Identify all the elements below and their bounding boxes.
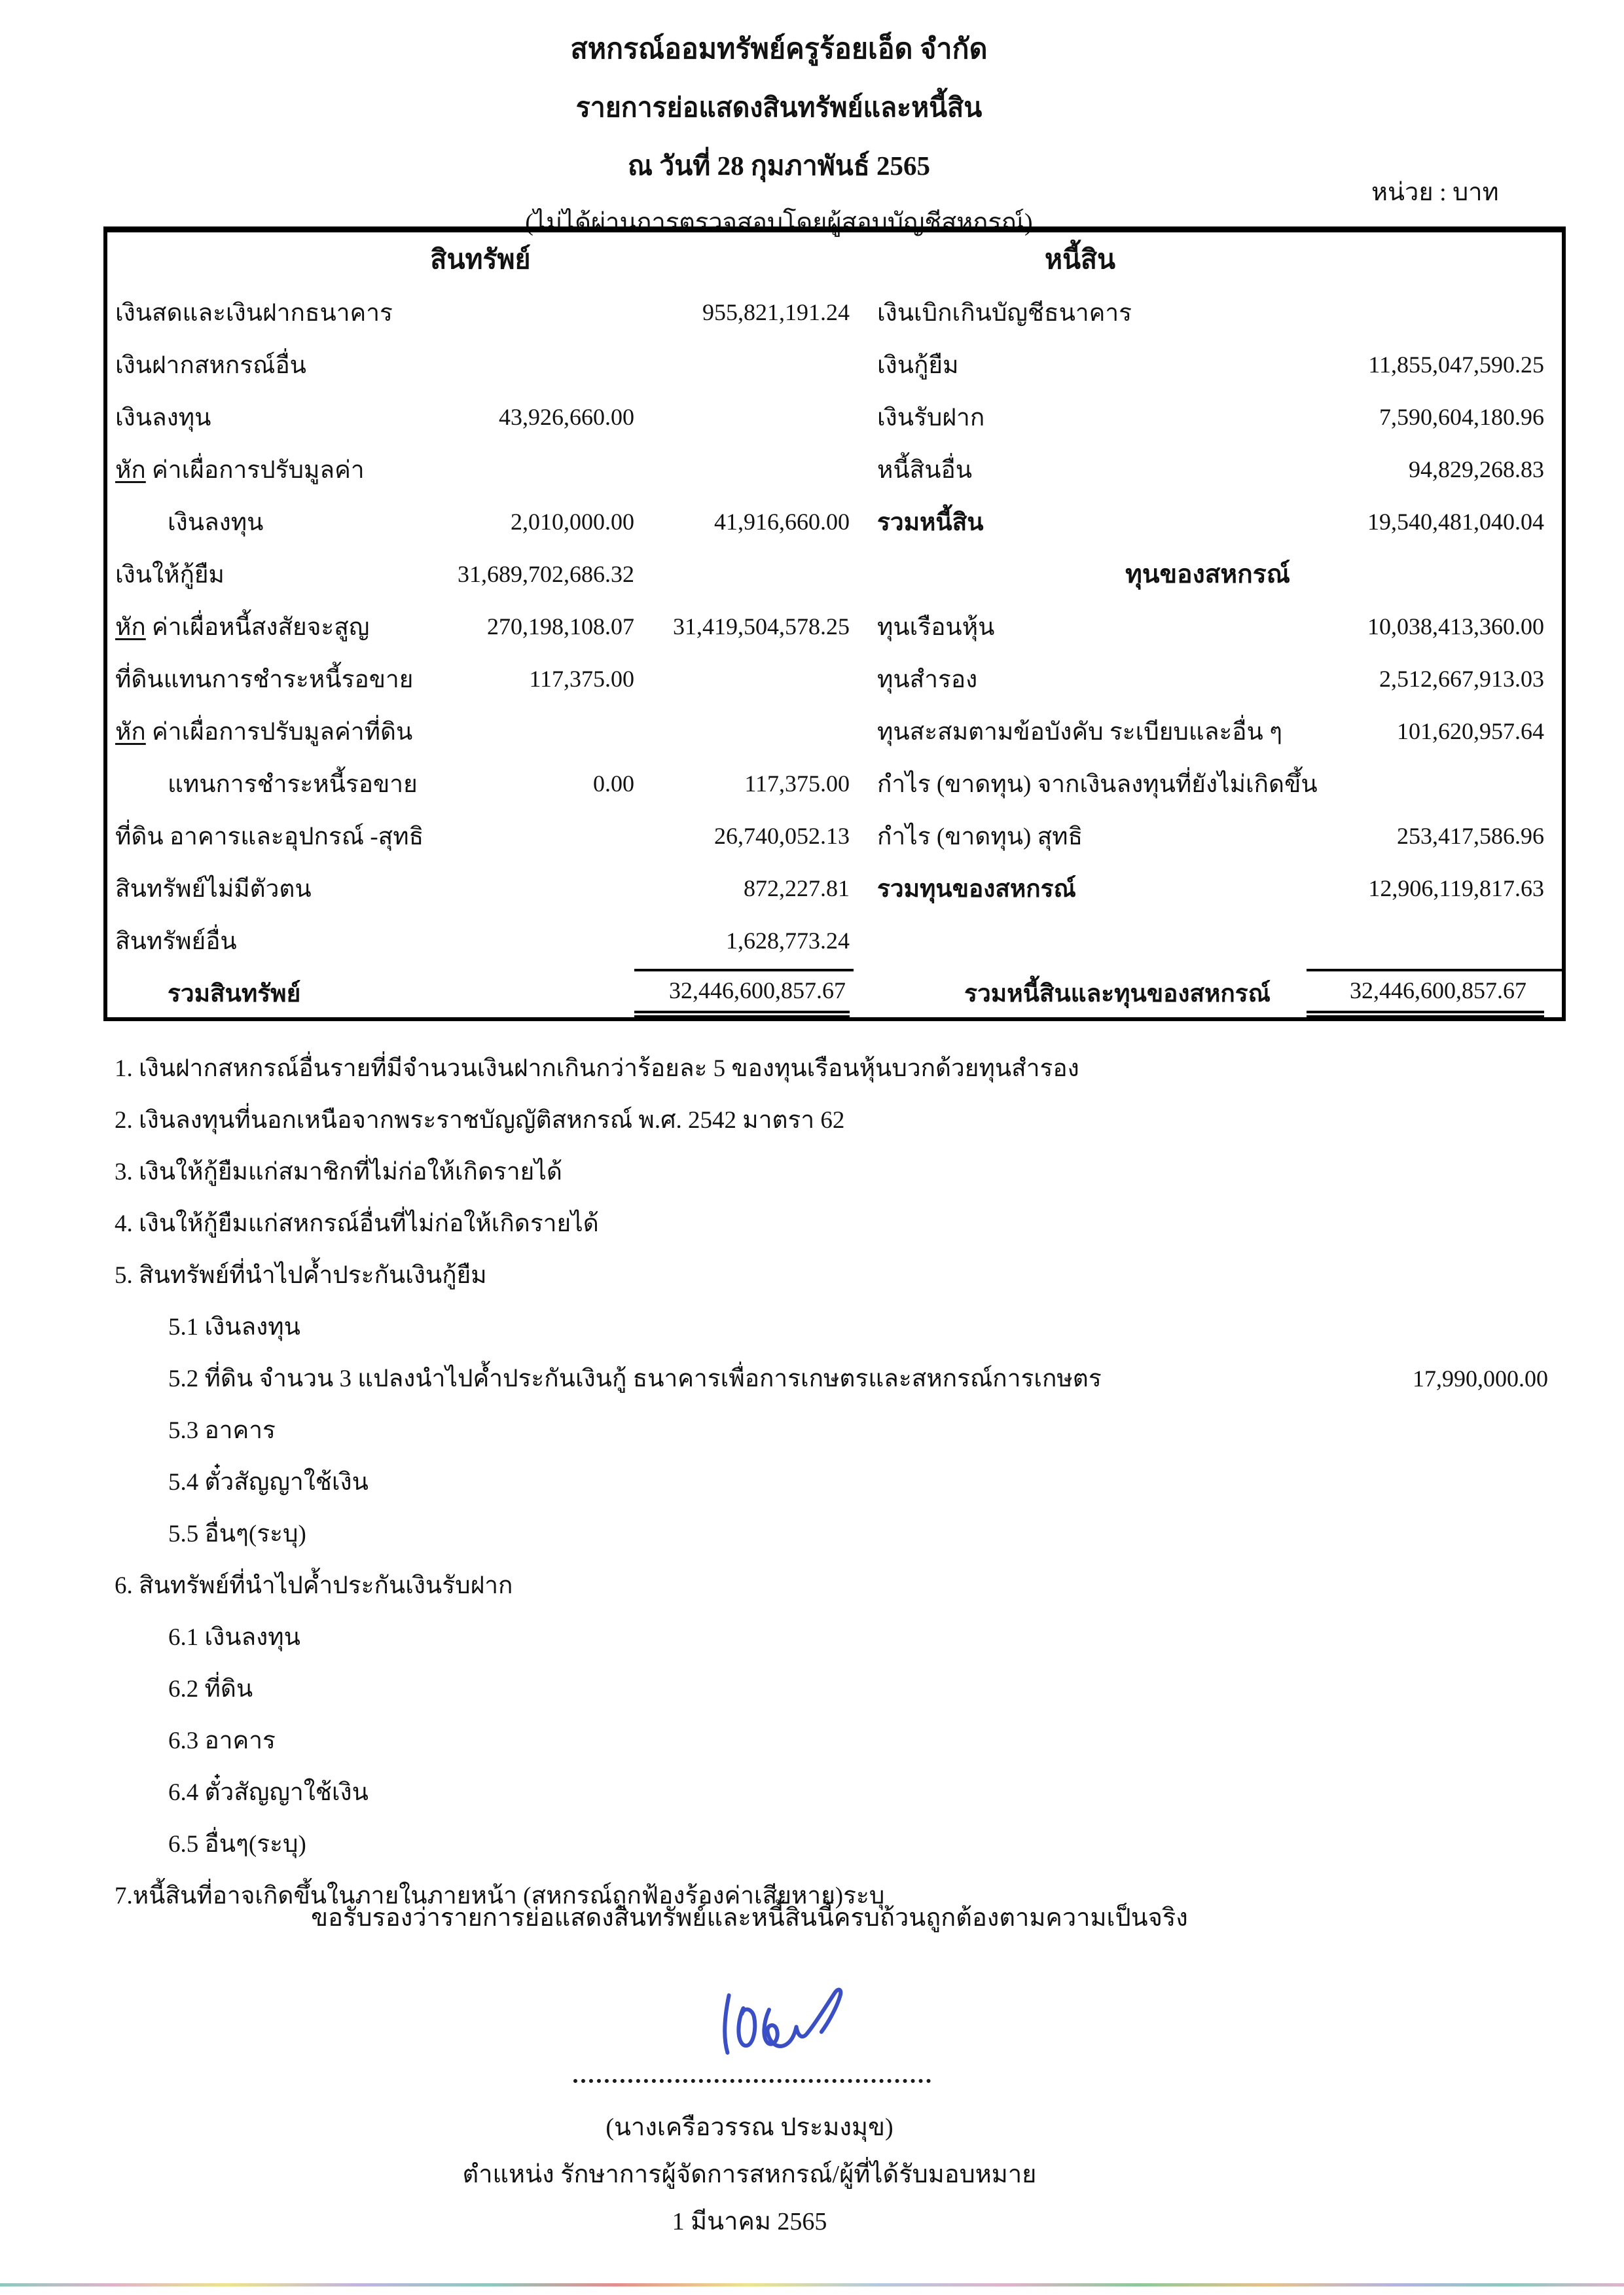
liability-row-bank-overdraft: เงินเบิกเกินบัญชีธนาคาร	[877, 299, 1132, 327]
unit-label: หน่วย : บาท	[1371, 179, 1499, 206]
report-title: รายการย่อแสดงสินทรัพย์และหนี้สิน	[575, 92, 983, 122]
capital-total-row	[854, 862, 1562, 914]
capital-total-label: รวมทุนของสหกรณ์	[877, 875, 1076, 903]
asset-row-loans-receivable: เงินให้กู้ยืม 31,689,702,686.32	[115, 561, 634, 588]
capital-section-heading: ทุนของสหกรณ์	[1125, 560, 1290, 588]
liability-row-other-liabilities: หนี้สินอื่น 94,829,268.83	[877, 456, 1544, 484]
note-5-2: 5.2 ที่ดิน จำนวน 3 แปลงนำไปค้ำประกันเงินกู้ ธนาคารเพื่อการเกษตรและสหกรณ์การเกษตร 17,990,000.00	[168, 1365, 1548, 1392]
note-4: 4. เงินให้กู้ยืมแก่สหกรณ์อื่นที่ไม่ก่อให้เกิดรายได้	[115, 1210, 599, 1237]
liabilities-heading: หนี้สิน	[1044, 244, 1116, 274]
capital-total-value: 12,906,119,817.63	[1368, 875, 1544, 901]
signature-date: 1 มีนาคม 2565	[672, 2208, 827, 2235]
note-5-3: 5.3 อาคาร	[168, 1417, 276, 1444]
liabilities-total-row	[854, 496, 1562, 548]
liabilities-total-value: 19,540,481,040.04	[1367, 509, 1544, 535]
asset-row-intangible-assets: สินทรัพย์ไม่มีตัวตน 872,227.81	[115, 875, 850, 903]
grand-total-value: 32,446,600,857.67	[1307, 969, 1562, 1018]
liability-row-borrowings: เงินกู้ยืม 11,855,047,590.25	[877, 352, 1544, 379]
note-6-2: 6.2 ที่ดิน	[168, 1676, 253, 1703]
asset-row-less-land-valuation: หัก ค่าเผื่อการปรับมูลค่าที่ดิน	[115, 718, 413, 746]
asset-row-investments-net: เงินลงทุน 2,010,000.00 41,916,660.00	[168, 509, 850, 536]
capital-row-unrealized-gain: กำไร (ขาดทุน) จากเงินลงทุนที่ยังไม่เกิดขึ้น	[877, 770, 1318, 798]
note-7: 7.หนี้สินที่อาจเกิดขึ้นในภายในภายหน้า (สหกรณ์ถูกฟ้องร้องค่าเสียหาย)ระบุ	[115, 1883, 885, 1909]
assets-total-label: รวมสินทรัพย์	[168, 980, 301, 1007]
assets-heading: สินทรัพย์	[430, 244, 531, 274]
note-5: 5. สินทรัพย์ที่นำไปค้ำประกันเงินกู้ยืม	[115, 1262, 487, 1289]
liability-row-deposits: เงินรับฝาก 7,590,604,180.96	[877, 404, 1544, 431]
asset-row-deposits-other-coops: เงินฝากสหกรณ์อื่น	[115, 352, 306, 379]
balance-sheet-table	[103, 226, 1566, 1021]
table-header-row	[107, 232, 1562, 286]
unaudited-note: (ไม่ได้ผ่านการตรวจสอบโดยผู้สอบบัญชีสหกรณ์)	[525, 209, 1033, 236]
asset-row-other-assets: สินทรัพย์อื่น 1,628,773.24	[115, 928, 850, 955]
assets-total-value: 32,446,600,857.67	[634, 969, 854, 1018]
note-6-3: 6.3 อาคาร	[168, 1727, 276, 1754]
note-5-4: 5.4 ตั๋วสัญญาใช้เงิน	[168, 1469, 369, 1496]
as-of-date: ณ วันที่ 28 กุมภาพันธ์ 2565	[627, 151, 931, 181]
note-6: 6. สินทรัพย์ที่นำไปค้ำประกันเงินรับฝาก	[115, 1572, 513, 1599]
note-6-1: 6.1 เงินลงทุน	[168, 1624, 300, 1651]
signature-dotted-line	[573, 2048, 931, 2083]
asset-row-investments: เงินลงทุน 43,926,660.00	[115, 404, 634, 431]
signer-name: (นางเครือวรรณ ประมงมุข)	[605, 2114, 893, 2141]
note-6-5: 6.5 อื่นๆ(ระบุ)	[168, 1831, 306, 1858]
note-3: 3. เงินให้กู้ยืมแก่สมาชิกที่ไม่ก่อให้เกิดรายได้	[115, 1159, 562, 1185]
note-1: 1. เงินฝากสหกรณ์อื่นรายที่มีจำนวนเงินฝากเกินกว่าร้อยละ 5 ของทุนเรือนหุ้นบวกด้วยทุนสำรอง	[115, 1055, 1079, 1082]
table-body	[107, 286, 1562, 1019]
certification-statement: ขอรับรองว่ารายการย่อแสดงสินทรัพย์และหนี้สินนี้ครบถ้วนถูกต้องตามความเป็นจริง	[311, 1904, 1188, 1932]
note-6-4: 6.4 ตั๋วสัญญาใช้เงิน	[168, 1779, 369, 1806]
asset-row-cash: เงินสดและเงินฝากธนาคาร 955,821,191.24	[115, 299, 850, 327]
asset-row-land-held-for-sale: ที่ดินแทนการชำระหนี้รอขาย 117,375.00	[115, 666, 634, 693]
liabilities-column	[854, 286, 1562, 1019]
org-name: สหกรณ์ออมทรัพย์ครูร้อยเอ็ด จำกัด	[570, 34, 988, 65]
capital-row-net-profit: กำไร (ขาดทุน) สุทธิ 253,417,586.96	[877, 823, 1544, 850]
scanner-artifact-line	[0, 2283, 1624, 2286]
asset-row-less-valuation-allowance: หัก ค่าเผื่อการปรับมูลค่า	[115, 456, 365, 484]
double-underline	[634, 1011, 850, 1018]
assets-column	[107, 286, 854, 1019]
asset-row-land-held-net: แทนการชำระหนี้รอขาย 0.00 117,375.00	[168, 770, 850, 798]
spacer-row	[854, 914, 1562, 967]
capital-row-accumulated-funds: ทุนสะสมตามข้อบังคับ ระเบียบและอื่น ๆ 101,620,957.64	[877, 718, 1544, 746]
asset-row-less-doubtful-debt: หัก ค่าเผื่อหนี้สงสัยจะสูญ 270,198,108.07 31,419,504,578.25	[115, 613, 850, 641]
notes-section	[115, 1042, 1561, 1921]
liabilities-total-label: รวมหนี้สิน	[877, 509, 984, 536]
capital-row-reserve-fund: ทุนสำรอง 2,512,667,913.03	[877, 666, 1544, 693]
assets-total-row	[107, 967, 854, 1019]
grand-total-row	[854, 967, 1562, 1019]
asset-row-property-equipment-net: ที่ดิน อาคารและอุปกรณ์ -สุทธิ 26,740,052.13	[115, 823, 850, 850]
document-header	[0, 26, 1558, 242]
note-5-1: 5.1 เงินลงทุน	[168, 1314, 300, 1341]
double-underline	[1307, 1011, 1544, 1018]
grand-total-label: รวมหนี้สินและทุนของสหกรณ์	[964, 980, 1271, 1007]
signer-position: ตำแหน่ง รักษาการผู้จัดการสหกรณ์/ผู้ที่ได้รับมอบหมาย	[462, 2161, 1037, 2188]
note-2: 2. เงินลงทุนที่นอกเหนือจากพระราชบัญญัติสหกรณ์ พ.ศ. 2542 มาตรา 62	[115, 1107, 845, 1134]
capital-row-share-capital: ทุนเรือนหุ้น 10,038,413,360.00	[877, 613, 1544, 641]
note-5-5: 5.5 อื่นๆ(ระบุ)	[168, 1521, 306, 1547]
